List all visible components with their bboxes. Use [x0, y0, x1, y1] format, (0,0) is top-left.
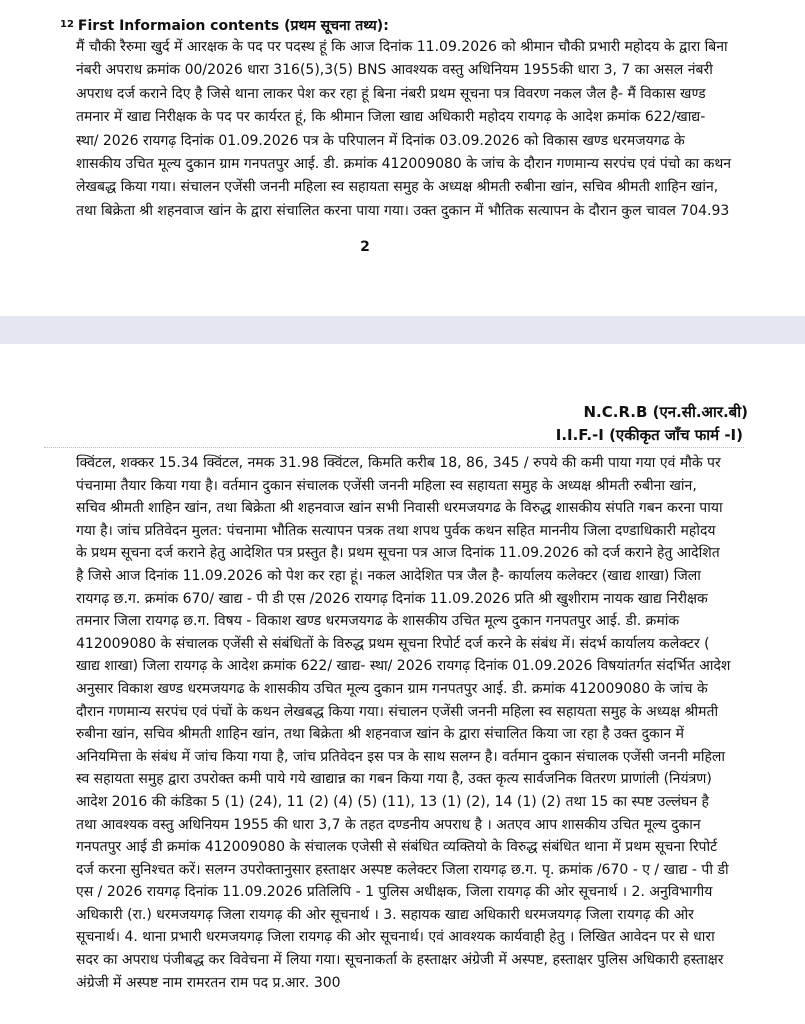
ncrb-header: N.C.R.B (एन.सी.आर.बी)	[583, 403, 748, 421]
section-heading	[60, 16, 389, 35]
page-separator	[0, 316, 805, 344]
fir-contents-paragraph-top: मैं चौकी रैरुमा खुर्द में आरक्षक के पद पर पदस्थ हूं कि आज दिनांक 11.09.2026 को श्रीमान चौकी प्रभारी महोदय के द्वारा बिना नंबरी अपराध क्रमांक 00/2026 धारा 316(5),3(5) BNS आवश्यक वस्तु अधिनियम 1955की धारा 3, 7 का असल नंबरी अपराध दर्ज कराने दिए है जिसे थाना लाकर पेश कर रहा हूं बिना नंबरी प्रथम सूचना पत्र विवरण नकल जैल है- मैं विकास खण्ड तमनार में खाद्य निरीक्षक के पद पर कार्यरत हूं, कि श्रीमान जिला खाद्य अधिकारी महोदय रायगढ़ के आदेश क्रमांक 622/खाद्य- स्था/ 2026 रायगढ़ दिनांक 01.09.2026 पत्र के परिपालन में दिनांक 03.09.2026 को विकास खण्ड धरमजयगढ के शासकीय उचित मूल्य दुकान ग्राम गनपतपुर आई. डी. क्रमांक 412009080 के जांच के दौरान गणमान्य सरपंच एवं पंचो का कथन लेखबद्ध किया गया। संचालन एजेंसी जननी महिला स्व सहायता समुह के अध्यक्ष श्रीमती रुबीना खांन, सचिव श्रीमती शाहिन खांन, तथा बिक्रेता श्री शहनवाज खांन के द्वारा संचालित करना पाया गया। उक्त दुकान में भौतिक सत्यापन के दौरान कुल चावल 704.93	[76, 39, 732, 219]
header-divider	[44, 447, 744, 448]
document-page-bottom	[0, 344, 805, 1024]
fir-contents-paragraph-continued: क्विंटल, शक्कर 15.34 क्विंटल, नमक 31.98 क्विंटल, किमति करीब 18, 86, 345 / रुपये की कमी पाया गया एवं मौके पर पंचनामा तैयार किया गया है। वर्तमान दुकान संचालक एजेंसी जननी महिला स्व सहायता समुह के अध्यक्ष श्रीमती रुबीना खांन, सचिव श्रीमती शाहिन खांन, तथा बिक्रेता श्री शहनवाज खांन सभी निवासी धरमजयगढ के विरुद्ध शासकीय संपति गबन करना पाया गया है। जांच प्रतिवेदन मुलत: पंचनामा भौतिक सत्यापन पत्रक तथा शपथ पुर्वक कथन सहित माननीय जिला दण्डाधिकारी महोदय के प्रथम सूचना दर्ज कराने हेतु आदेशित पत्र प्रस्तुत है। प्रथम सूचना पत्र आज दिनांक 11.09.2026 को दर्ज कराने हेतु आदेशित है जिसे आज दिनांक 11.09.2026 को पेश कर रहा हूं। नकल आदेशित पत्र जैल है- कार्यालय कलेक्टर (खाद्य शाखा) जिला रायगढ़ छ.ग. क्रमांक 670/ खाद्य - पी डी एस /2026 रायगढ़ दिनांक 11.09.2026 प्रति श्री खुशीराम नायक खाद्य निरीक्षक तमनार जिला रायगढ़ छ.ग. विषय - विकाश खण्ड धरमजयगढ के शासकीय उचित मूल्य दुकान गनपतपुर आई. डी. क्रमांक 412009080 के संचालक एजेंसी से संबंधितों के विरुद्ध प्रथम सूचना रिपोर्ट दर्ज करने के संबंध में। संदर्भ कार्यालय कलेक्टर ( खाद्य शाखा) जिला रायगढ़ के आदेश क्रमांक 622/ खाद्य- स्था/ 2026 रायगढ़ दिनांक 01.09.2026 विषयांतर्गत संदर्भित आदेश अनुसार विकाश खण्ड धरमजयगढ के शासकीय उचित मूल्य दुकान ग्राम गनपतपुर आई. डी. क्रमांक 412009080 के जांच के दौरान गणमान्य सरपंच एवं पंचों के कथन लेखबद्ध किया गया। संचालन एजेंसी जननी महिला स्व सहायता समुह के अध्यक्ष श्रीमती रुबीना खांन, सचिव श्रीमती शाहिन खांन, तथा बिक्रेता श्री शहनवाज खांन के द्वारा संचालित किया जा रहा है उक्त दुकान में अनियमित्ता के संबंध में जांच किया गया है, जांच प्रतिवेदन इस पत्र के साथ सलग्न है। वर्तमान दुकान संचालक एजेंसी जननी महिला स्व सहायता समुह द्वारा उपरोक्त कमी पाये गये खाद्यान्न का गबन किया गया है, उक्त कृत्य सार्वजनिक वितरण प्राणांली (नियंत्रण) आदेश 2016 की कंडिका 5 (1) (24), 11 (2) (4) (5) (11), 13 (1) (2), 14 (1) (2) तथा 15 का स्पष्ट उल्लंघन है तथा आवश्यक वस्तु अधिनियम 1955 की धारा 3,7 के तहत दण्डनीय अपराध है । अतएव आप शासकीय उचित मूल्य दुकान गनपतपुर आई डी क्रमांक 412009080 के संचालक एजेसी से संबंधित व्यक्तियो के विरुद्ध संबंधित थाना में प्रथम सूचना रिपोर्ट दर्ज करना सुनिश्चत करें। सलग्न उपरोक्तानुसार हस्ताक्षर अस्पष्ट कलेक्टर जिला रायगढ़ छ.ग. पृ. क्रमांक /670 - ए / खाद्य - पी डी एस / 2026 रायगढ़ दिनांक 11.09.2026 प्रतिलिपि - 1 पुलिस अधीक्षक, जिला रायगढ़ की ओर सूचनार्थ । 2. अनुविभागीय अधिकारी (रा.) धरमजयगढ़ जिला रायगढ़ की ओर सूचनार्थ । 3. सहायक खाद्य अधिकारी धरमजयगढ़ जिला रायगढ़ की ओर सूचनार्थ। 4. थाना प्रभारी धरमजयगढ़ जिला रायगढ़ की ओर सूचनार्थ। एवं आवश्यक कार्यवाही हेतु । लिखित आवेदन पर से धारा सदर का अपराध पंजीबद्ध कर विवेचना में लिया गया। सूचनाकर्ता के हस्ताक्षर अंग्रेजी में अस्पष्ट, हस्ताक्षर पुलिस अधिकारी हस्ताक्षर अंग्रेजी में अस्पष्ट नाम रामरतन राम पद प्र.आर. 300	[76, 455, 731, 991]
section-number: 12	[60, 19, 74, 30]
section-title: First Informaion contents (प्रथम सूचना तथ्य):	[77, 18, 389, 34]
iif-form-header: I.I.F.-I (एकीकृत जाँच फार्म -I)	[555, 426, 743, 444]
page-number: 2	[360, 239, 370, 255]
document-page-top	[0, 0, 805, 316]
